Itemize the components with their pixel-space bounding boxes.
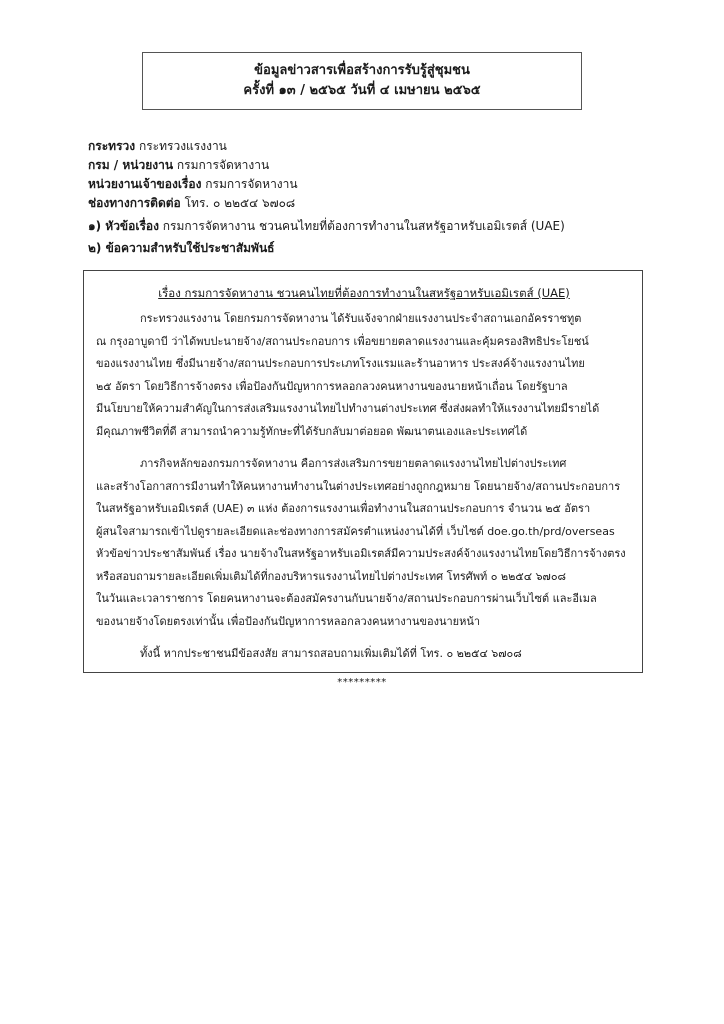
paragraph-line: ของแรงงานไทย ซึ่งมีนายจ้าง/สถานประกอบการประเภทโรงแรมและร้านอาหาร ประสงค์จ้างแรงงานไทย	[96, 357, 585, 370]
meta-owner-value: กรมการจัดหางาน	[205, 177, 298, 191]
paragraph-line: หัวข้อข่าวประชาสัมพันธ์ เรื่อง นายจ้างในสหรัฐอาหรับเอมิเรตส์มีความประสงค์จ้างแรงงานไทยโดยวิธีการจ้างตรง	[96, 547, 626, 560]
header-box	[142, 52, 582, 110]
meta-ministry-value: กระทรวงแรงงาน	[138, 139, 227, 153]
meta-owner	[88, 175, 648, 194]
announcement-title: เรื่อง กรมการจัดหางาน ชวนคนไทยที่ต้องการทำงานในสหรัฐอาหรับเอมิเรตส์ (UAE)	[158, 286, 570, 300]
meta-department-value: กรมการจัดหางาน	[176, 158, 270, 172]
paragraph-line: และสร้างโอกาสการมีงานทำให้คนหางานทำงานในต่างประเทศอย่างถูกกฎหมาย โดยนายจ้าง/สถานประกอบการ	[96, 479, 621, 493]
header-issue-date: ครั้งที่ ๑๓ / ๒๕๖๕ วันที่ ๔ เมษายน ๒๕๖๕	[243, 83, 481, 98]
paragraph-line: ของนายจ้างโดยตรงเท่านั้น เพื่อป้องกันปัญหาการหลอกลวงคนหางานของนายหน้า	[96, 614, 481, 628]
meta-topic-label: ๑) หัวข้อเรื่อง	[88, 219, 159, 233]
meta-contact	[88, 194, 648, 213]
meta-department	[88, 156, 648, 175]
paragraph-line: มีนโยบายให้ความสำคัญในการส่งเสริมแรงงานไทยไปทำงานต่างประเทศ ซึ่งส่งผลทำให้แรงงานไทยมีรายได้	[96, 402, 600, 415]
paragraph-line: ในสหรัฐอาหรับเอมิเรตส์ (UAE) ๓ แห่ง ต้องการแรงงานเพื่อทำงานในสถานประกอบการ จำนวน ๒๕ อัตรา	[96, 502, 591, 515]
meta-department-label: กรม / หน่วยงาน	[88, 158, 174, 172]
meta-section-heading: ๒) ข้อความสำหรับใช้ประชาสัมพันธ์	[88, 241, 275, 255]
paragraph-line: กระทรวงแรงงาน โดยกรมการจัดหางาน ได้รับแจ้งจากฝ่ายแรงงานประจำสถานเอกอัครราชทูต	[140, 312, 582, 325]
paragraph-line: ณ กรุงอาบูดาบี ว่าได้พบปะนายจ้าง/สถานประกอบการ เพื่อขยายตลาดแรงงานและคุ้มครองสิทธิประโยชน์	[96, 334, 589, 348]
meta-section	[88, 137, 648, 258]
meta-ministry-label: กระทรวง	[88, 139, 136, 153]
meta-contact-value: โทร. ๐ ๒๒๕๔ ๖๗๐๘	[184, 196, 296, 210]
paragraph-line: ในวันและเวลาราชการ โดยคนหางานจะต้องสมัครงานกับนายจ้าง/สถานประกอบการผ่านเว็บไซต์ และอีเมล	[96, 592, 597, 605]
meta-ministry	[88, 137, 648, 156]
paragraph-line: ๒๕ อัตรา โดยวิธีการจ้างตรง เพื่อป้องกันปัญหาการหลอกลวงคนหางานของนายหน้าเถื่อน โดยรัฐบาล	[96, 379, 568, 393]
meta-topic	[88, 217, 648, 236]
paragraph-1	[96, 308, 632, 443]
meta-contact-label: ช่องทางการติดต่อ	[88, 196, 181, 210]
end-marker: *********	[337, 677, 387, 688]
announcement-box	[83, 270, 643, 673]
header-title: ข้อมูลข่าวสารเพื่อสร้างการรับรู้สู่ชุมชน	[254, 63, 470, 78]
paragraph-line: ผู้สนใจสามารถเข้าไปดูรายละเอียดและช่องทางการสมัครตำแหน่งงานได้ที่ เว็บไซต์ doe.go.th/prd/overseas	[96, 524, 615, 538]
paragraph-line: ทั้งนี้ หากประชาชนมีข้อสงสัย สามารถสอบถามเพิ่มเติมได้ที่ โทร. ๐ ๒๒๕๔ ๖๗๐๘	[140, 647, 522, 660]
paragraph-3	[96, 643, 632, 666]
paragraph-2	[96, 453, 632, 633]
paragraph-line: ภารกิจหลักของกรมการจัดหางาน คือการส่งเสริมการขยายตลาดแรงงานไทยไปต่างประเทศ	[140, 457, 567, 470]
meta-owner-label: หน่วยงานเจ้าของเรื่อง	[88, 177, 202, 191]
meta-topic-value: กรมการจัดหางาน ชวนคนไทยที่ต้องการทำงานในสหรัฐอาหรับเอมิเรตส์ (UAE)	[162, 219, 565, 233]
paragraph-line: หรือสอบถามรายละเอียดเพิ่มเติมได้ที่กองบริหารแรงงานไทยไปต่างประเทศ โทรศัพท์ ๐ ๒๒๕๔ ๖๗๐๘	[96, 569, 567, 583]
paragraph-line: มีคุณภาพชีวิตที่ดี สามารถนำความรู้ทักษะที่ได้รับกลับมาต่อยอด พัฒนาตนเองและประเทศได้	[96, 424, 528, 438]
